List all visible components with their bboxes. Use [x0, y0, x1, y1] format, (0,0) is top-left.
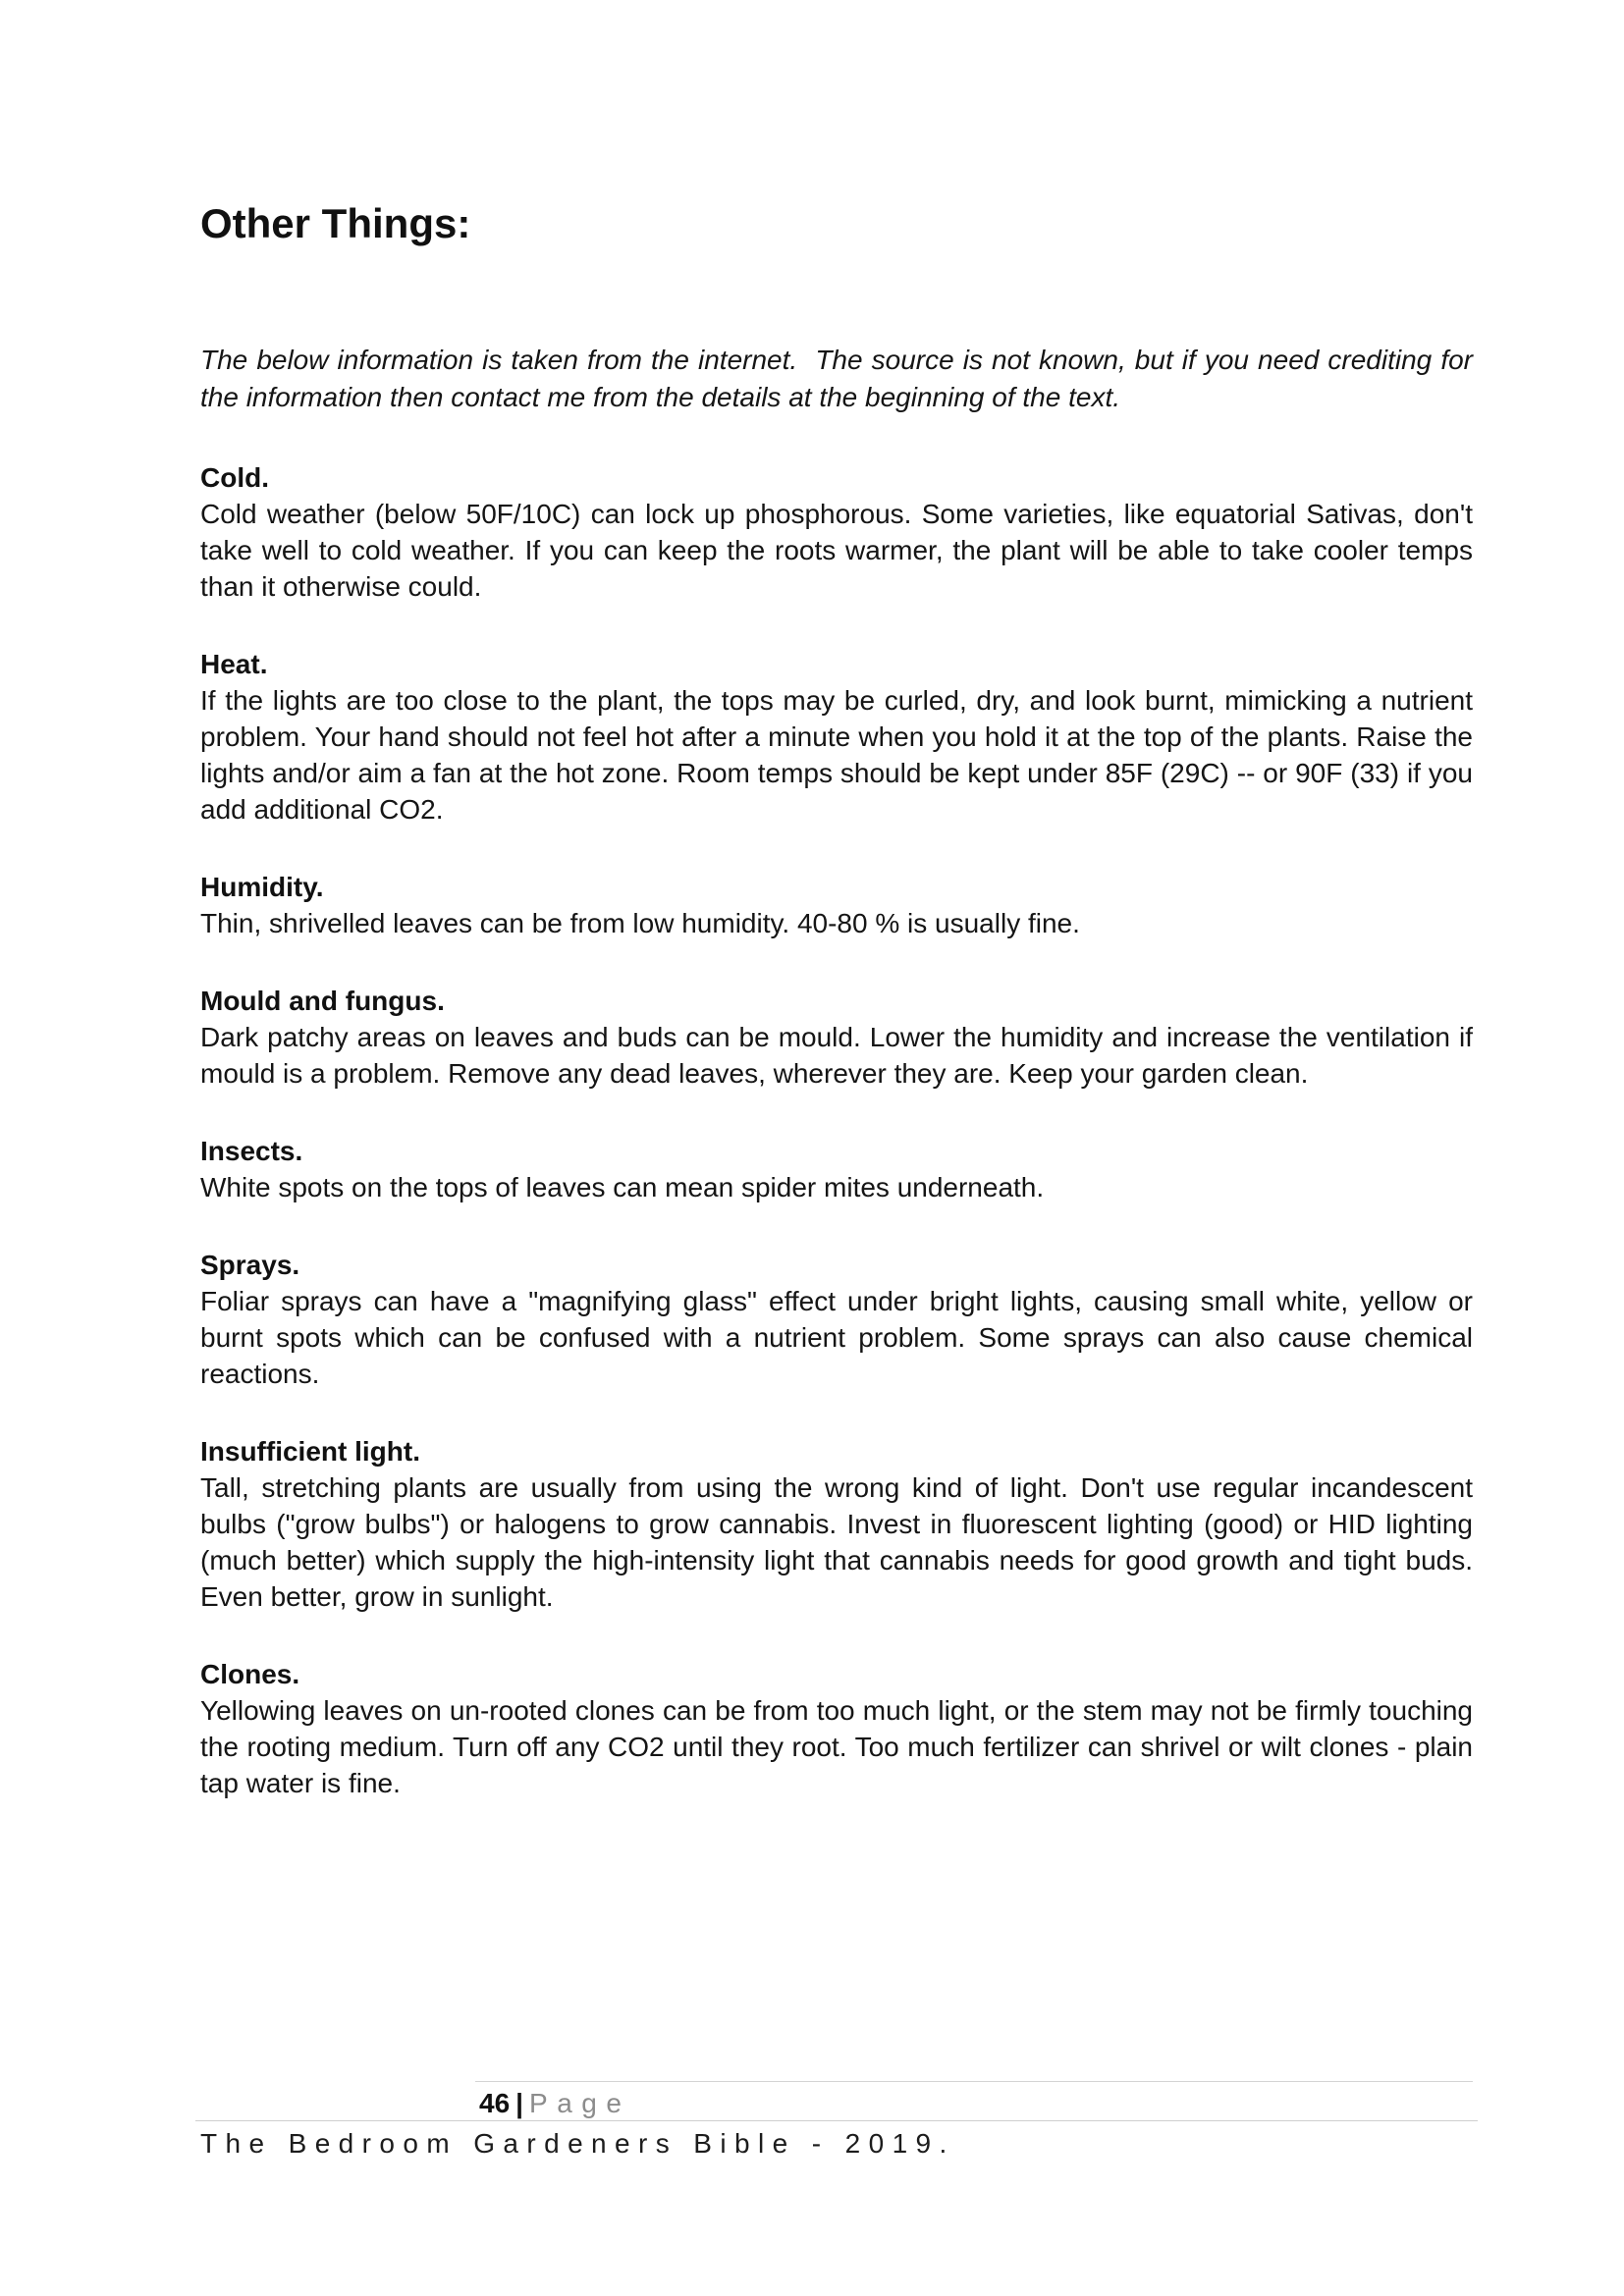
section-heading: Cold. [200, 462, 269, 493]
footer-rule [195, 2120, 1478, 2121]
page-content [200, 199, 1481, 1801]
page-number: 46 [479, 2088, 511, 2118]
section-insects [200, 1133, 1473, 1205]
section-body: Dark patchy areas on leaves and buds can be mould. Lower the humidity and increase the ventilation if mould is a problem. Remove any dead leaves, wherever they are. Keep your garden clean. [200, 1022, 1473, 1089]
page-label: Page [529, 2088, 631, 2118]
section-sprays [200, 1247, 1473, 1392]
section-heat [200, 646, 1473, 828]
section-mould-and-fungus [200, 983, 1473, 1092]
section-heading: Mould and fungus. [200, 986, 445, 1016]
section-body: Cold weather (below 50F/10C) can lock up phosphorous. Some varieties, like equatorial Sativas, don't take well to cold weather. If you can keep the roots warmer, the plant will be able to take cooler temps than it otherwise could. [200, 499, 1473, 602]
page-number-separator: | [515, 2088, 523, 2118]
section-heading: Sprays. [200, 1250, 300, 1280]
intro-paragraph: The below information is taken from the internet. The source is not known, but if you need crediting for the information then contact me from the details at the beginning of the text. [200, 345, 1481, 412]
book-title: The Bedroom Gardeners Bible - 2019. [200, 2128, 955, 2159]
section-body: If the lights are too close to the plant, the tops may be curled, dry, and look burnt, mimicking a nutrient problem. Your hand should not feel hot after a minute when you hold it at the top of the plants. Raise the lights and/or aim a fan at the hot zone. Room temps should be kept under 85F (29C) -- or 90F (33) if you add additional CO2. [200, 685, 1473, 825]
section-heading: Humidity. [200, 872, 324, 902]
section-heading: Clones. [200, 1659, 300, 1689]
section-insufficient-light [200, 1433, 1473, 1615]
section-humidity [200, 869, 1473, 941]
section-body: Foliar sprays can have a "magnifying glass" effect under bright lights, causing small white, yellow or burnt spots which can be confused with a nutrient problem. Some sprays can also cause chemical reactions. [200, 1286, 1473, 1389]
section-body: Thin, shrivelled leaves can be from low humidity. 40-80 % is usually fine. [200, 908, 1080, 938]
section-heading: Insufficient light. [200, 1436, 420, 1467]
footer-page-number-rule [475, 2081, 1473, 2082]
section-heading: Insects. [200, 1136, 303, 1166]
section-body: White spots on the tops of leaves can mean spider mites underneath. [200, 1172, 1045, 1202]
section-heading: Heat. [200, 649, 268, 679]
section-clones [200, 1656, 1473, 1801]
section-body: Tall, stretching plants are usually from using the wrong kind of light. Don't use regular incandescent bulbs ("grow bulbs") or halogens to grow cannabis. Invest in fluorescent lighting (good) or HID lighting (much better) which supply the high-intensity light that cannabis needs for good growth and tight buds. Even better, grow in sunlight. [200, 1472, 1473, 1612]
footer-page-number [479, 2087, 630, 2120]
page-title: Other Things: [200, 200, 471, 246]
section-body: Yellowing leaves on un-rooted clones can be from too much light, or the stem may not be firmly touching the rooting medium. Turn off any CO2 until they root. Too much fertilizer can shrivel or wilt clones - plain tap water is fine. [200, 1695, 1473, 1798]
section-cold [200, 459, 1473, 605]
